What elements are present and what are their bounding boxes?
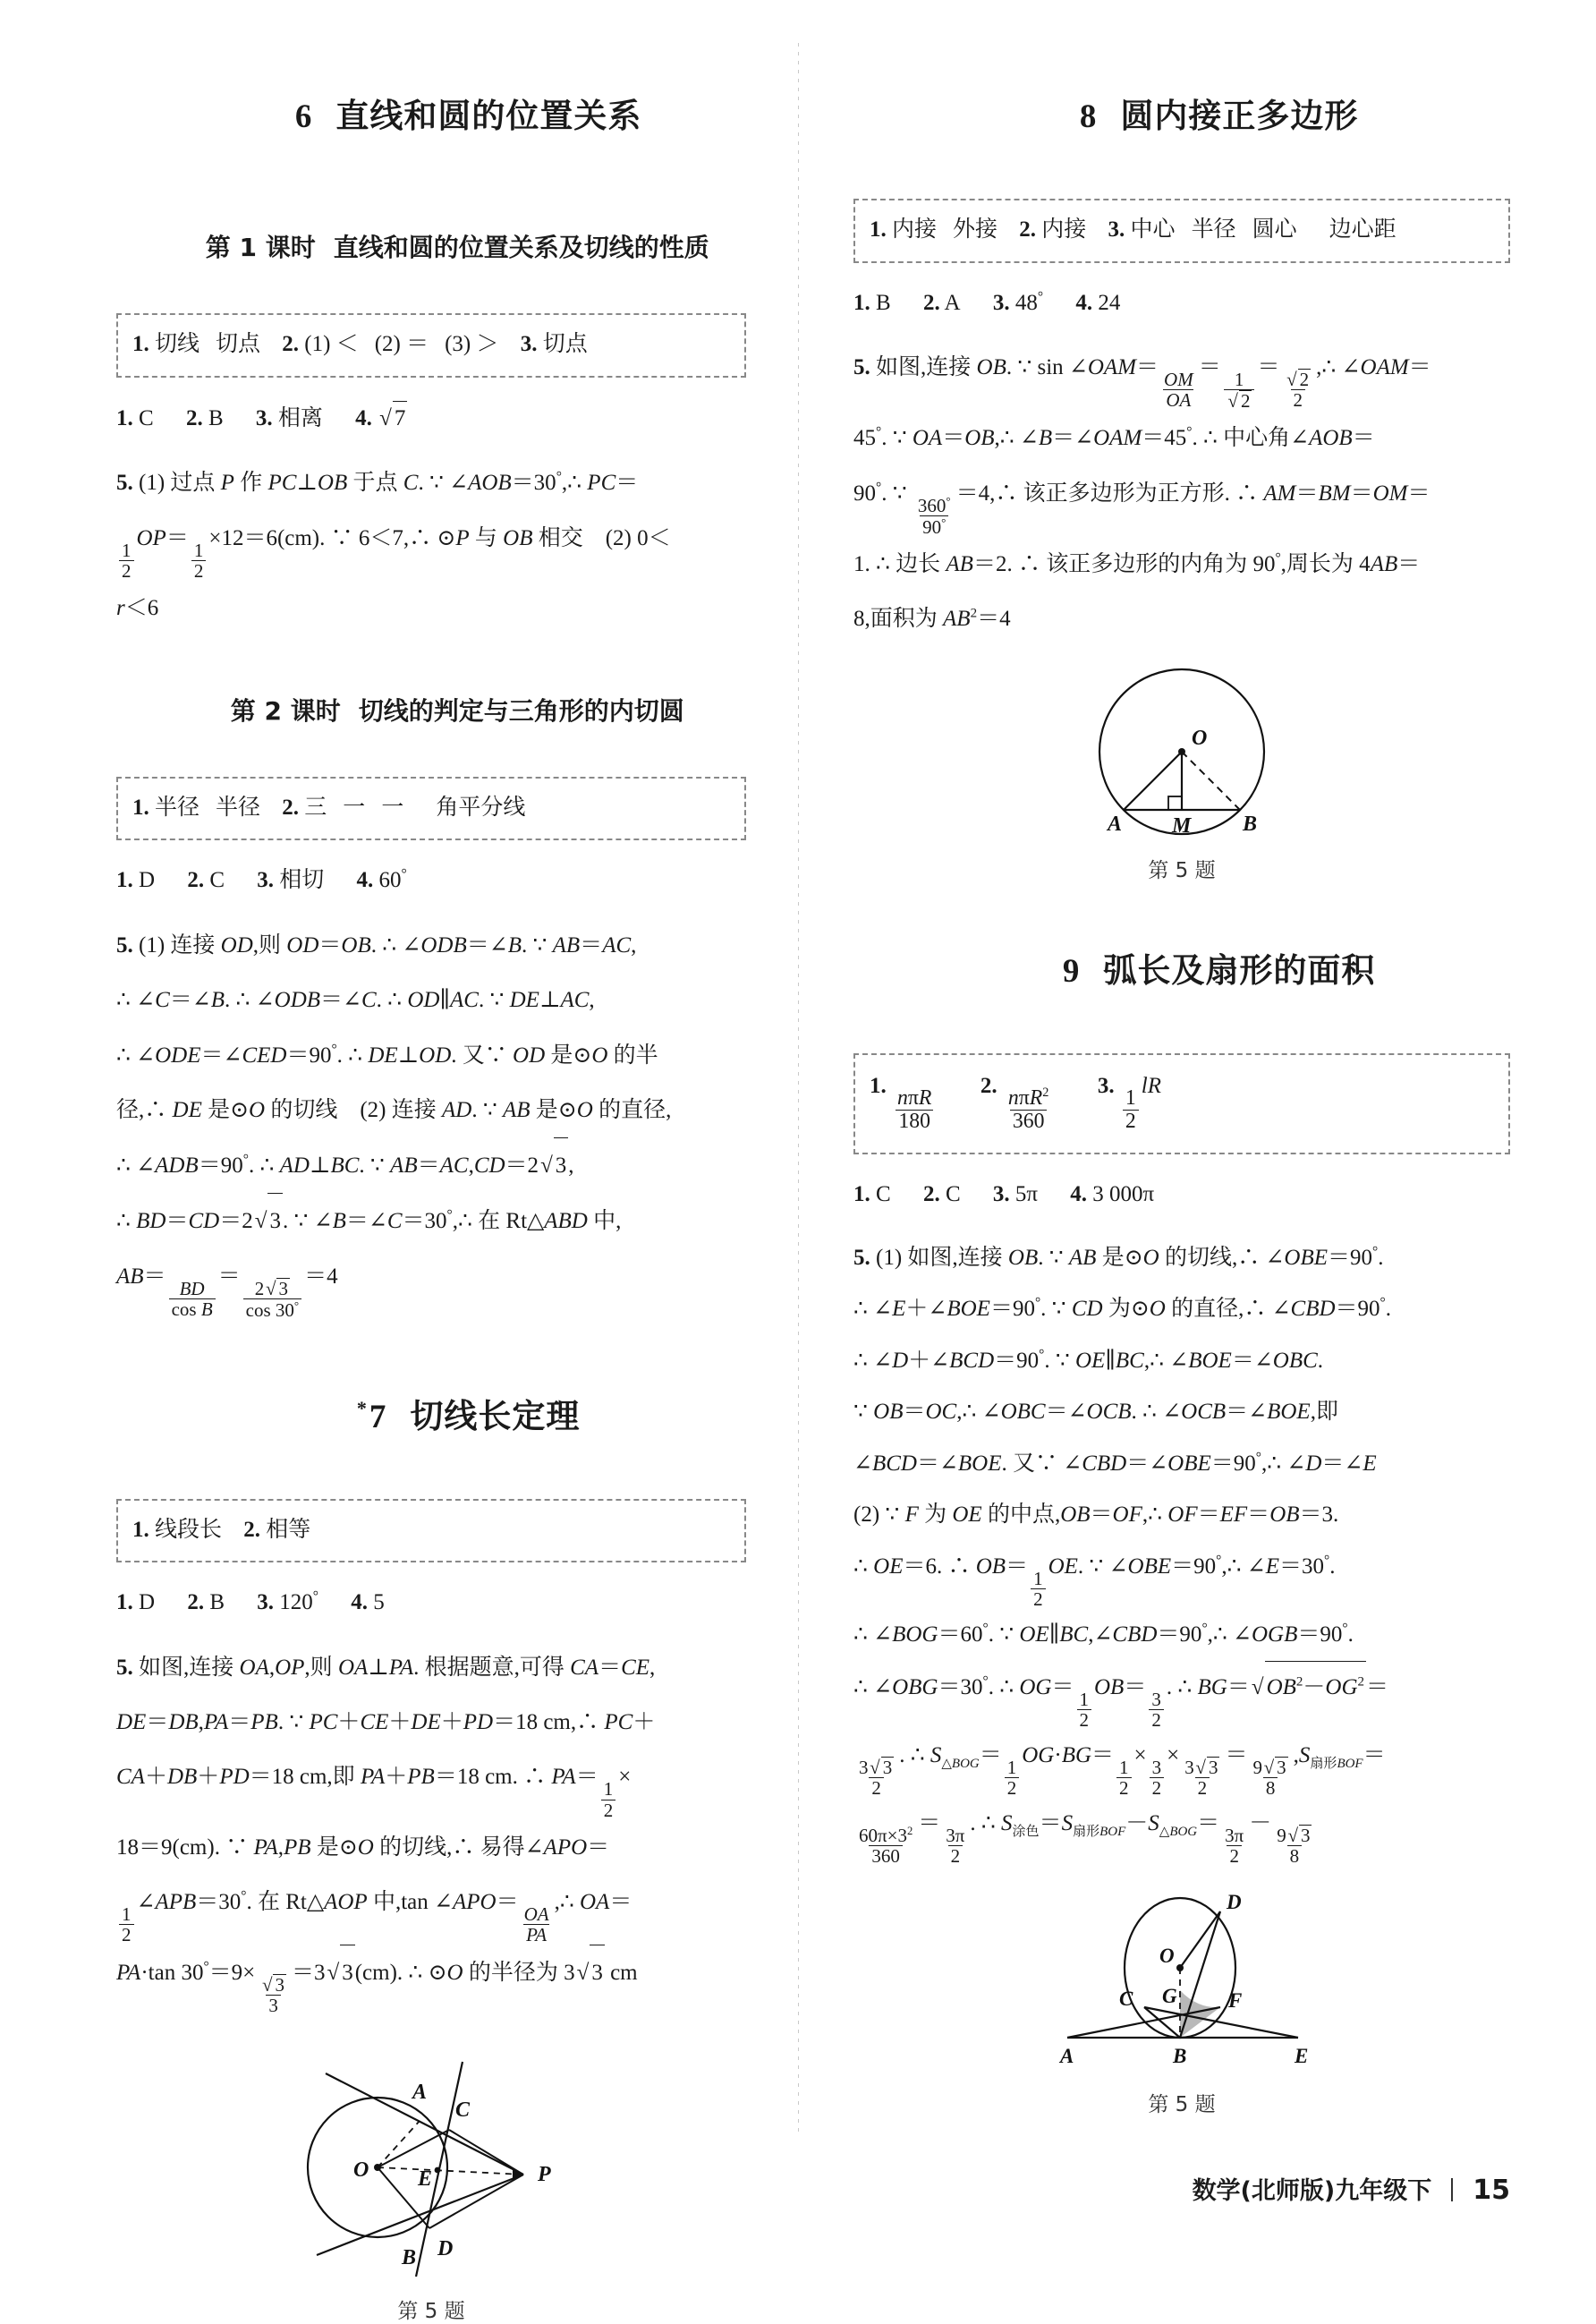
- section-7-title: 切线长定理: [410, 1396, 581, 1435]
- section-6-heading: [116, 50, 746, 175]
- section-8-choice-answers: 1. B 2. A 3. 48° 4. 24: [853, 289, 1121, 315]
- section-8-figure: [853, 655, 1510, 883]
- section-9-title: 弧长及扇形的面积: [1103, 951, 1376, 991]
- svg-text:O: O: [1192, 727, 1208, 751]
- section-8-figure-caption: 第 5 题: [1148, 859, 1216, 883]
- section-8-solution: 5. 如图,连接 OB. ∵ sin ∠OAM＝ $\frac{OM}{OA}$ ＝ $\frac{1}{√ 2}$ ＝ $\frac{√ 2}{2}$ ,∴ ∠OAM＝ 45°. ∵ OA＝OB,∴ ∠B＝∠OAM＝45°. ∴ 中心角∠AOB＝ 90°. ∵ $\frac{360^\circ}{90^\circ}$ ＝4,∴ 该正多边形为正方形. ∴ AM＝BM＝OM＝ 1. ∴ 边长 AB＝2. ∴ 该正多边形的内角为 90°,周长为 4AB＝ 8,面积为 $AB^2=4$: [853, 355, 1431, 631]
- svg-text:G: G: [1162, 1984, 1177, 2007]
- svg-text:C: C: [455, 2098, 471, 2123]
- section-6-title: 直线和圆的位置关系: [335, 97, 642, 135]
- svg-text:C: C: [1119, 1987, 1133, 2010]
- section-8-title: 圆内接正多边形: [1120, 97, 1359, 135]
- lesson-2-fill-answers: 1. 半径 半径 2. 三 一 一 角平分线: [116, 777, 746, 841]
- svg-text:A: A: [1060, 2044, 1074, 2067]
- svg-text:B: B: [1243, 813, 1258, 837]
- svg-text:D: D: [437, 2237, 454, 2261]
- lesson-2-choice-answers: 1. D 2. C 3. 相切 4. 60°: [116, 867, 407, 893]
- section-9-figure-caption: 第 5 题: [1148, 2092, 1216, 2116]
- section-7-star: *: [356, 1397, 368, 1420]
- lesson-1-lead: 第 1 课时: [205, 233, 316, 262]
- lesson-1-fill-answers: 1. 切线 切点 2. (1) ＜ (2) ＝ (3) ＞ 3. 切点: [116, 313, 746, 378]
- footer-book-title: 数学(北师版)九年级下: [1192, 2177, 1432, 2205]
- section-7-fill-answers: 1. 线段长 2. 相等: [116, 1499, 746, 1563]
- section-7-figure: [116, 2024, 746, 2324]
- section-7-number: *7: [356, 1397, 387, 1435]
- section-9-fill-answers: 1. $\frac{\text{nπR}}{180}$ 2. $\frac{n\pi R^2}{360}$ 3. $\frac{1}{2}$ lR: [853, 1053, 1510, 1154]
- sector-area-diagram: [1030, 1871, 1334, 2086]
- inscribed-polygon-diagram: [1061, 655, 1303, 852]
- svg-text:F: F: [1228, 1988, 1243, 2012]
- svg-text:D: D: [1227, 1890, 1242, 1913]
- section-9-solution: 5. (1) 如图,连接 OB. ∵ AB 是⊙O 的切线,∴ ∠OBE＝90°. ∴ ∠E＋∠BOE＝90°. ∵ CD 为⊙O 的直径,∴ ∠CBD＝90°. ∴ ∠D＋∠BCD＝90°. ∵ OE∥BC,∴ ∠BOE＝∠OBC. ∵ OB＝OC,∴ ∠OBC＝∠OCB. ∴ ∠OCB＝∠BOE,即 ∠BCD＝∠BOE. 又∵ ∠CBD＝∠OBE＝90°,∴ ∠D＝∠E (2) ∵ F 为 OE 的中点,OB＝OF,∴ OF＝EF＝OB＝3. ∴ OE＝6. ∴ OB＝ $\frac{1}{2}$ OE. ∵ ∠OBE＝90°,∴ ∠E＝30°. ∴ ∠BOG＝60°. ∵ OE∥BC,∠CBD＝90°,∴ ∠OGB＝90°. ∴ ∠OBG＝30°. ∴ OG＝ $\frac{1}{2}$ OB＝ $\frac{3}{2}$ . ∴ BG＝√ $OB^2-OG^2=$ $\frac{3√ 3}{2}$ . ∴ $S_{\triangle BOG}=$ $\frac{1}{2}$ OG·BG＝ $\frac{1}{2}$ × $\frac{3}{2}$ × $\frac{3√ 3}{2}$ ＝ $\frac{9√ 3}{8}$ $,S_{扇形BOF}=$ $\frac{60\pi\times 3^2}{360}$ ＝ $\frac{3\pi}{2}$ . ∴ $S_{涂色}=S_{扇形BOF}-S_{\triangle BOG}=$ $\frac{3\pi}{2}$ － $\frac{9√ 3}{8}$: [853, 1244, 1391, 1867]
- page-footer: [1193, 2171, 1510, 2206]
- lesson-2-lead: 第 2 课时: [230, 695, 341, 726]
- svg-text:P: P: [538, 2163, 551, 2187]
- lesson-1-heading: [116, 199, 746, 294]
- section-6-number: 6: [294, 98, 313, 135]
- section-7-figure-caption: 第 5 题: [397, 2300, 465, 2324]
- svg-text:M: M: [1172, 814, 1192, 839]
- footer-divider: [1451, 2178, 1453, 2201]
- section-9-choice-answers: 1. C 2. C 3. 5π 4. 3 000π: [853, 1182, 1155, 1207]
- svg-text:O: O: [1159, 1944, 1175, 1967]
- section-7-solution: 5. 如图,连接 OA,OP,则 OA⊥PA. 根据题意,可得 CA＝CE, DE＝DB,PA＝PB. ∵ PC＋CE＋DE＋PD＝18 cm,∴ PC＋ CA＋DB＋PD＝18 cm,即 PA＋PB＝18 cm. ∴ PA＝ $\frac{1}{2}$ × 18＝9(cm). ∵ PA,PB 是⊙O 的切线,∴ 易得∠APO＝ $\frac{1}{2}$ ∠APB＝30°. 在 Rt△AOP 中,tan ∠APO＝ $\frac{OA}{PA}$ ,∴ OA＝ PA·tan 30°＝9× $\frac{√ 3}{3}$ ＝3√ 3(cm). ∴ ⊙O 的半径为 3√ 3 cm: [116, 1655, 656, 2016]
- tangent-length-diagram: [284, 2024, 579, 2293]
- svg-text:E: E: [418, 2167, 433, 2192]
- lesson-1-solution: 5. (1) 过点 P 作 PC⊥OB 于点 C. ∵ ∠AOB＝30°,∴ PC＝ $\frac{1}{2}$ OP＝ $\frac{1}{2}$ ×12＝6(cm). ∵ 6＜7,∴ ⊙P 与 OB 相交 (2) 0＜ r＜6: [116, 469, 671, 620]
- section-9-heading: [853, 905, 1510, 1030]
- section-8-fill-answers: 1. 内接 外接 2. 内接 3. 中心 半径 圆心 边心距: [853, 199, 1510, 263]
- section-8-heading: [853, 50, 1510, 175]
- section-8-number: 8: [1079, 98, 1098, 135]
- section-7-choice-answers: 1. D 2. B 3. 120° 4. 5: [116, 1588, 385, 1615]
- section-7-heading: [116, 1350, 746, 1476]
- right-column: [798, 0, 1596, 2242]
- svg-text:A: A: [412, 2081, 428, 2105]
- svg-text:O: O: [353, 2158, 369, 2183]
- svg-text:B: B: [402, 2246, 417, 2270]
- lesson-2-solution: 5. (1) 连接 OD,则 OD＝OB. ∴ ∠ODB＝∠B. ∵ AB＝AC, ∴ ∠C＝∠B. ∴ ∠ODB＝∠C. ∴ OD∥AC. ∵ DE⊥AC, ∴ ∠ODE＝∠CED＝90°. ∴ DE⊥OD. 又∵ OD 是⊙O 的半 径,∴ DE 是⊙O 的切线 (2) 连接 AD. ∵ AB 是⊙O 的直径, ∴ ∠ADB＝90°. ∴ AD⊥BC. ∵ AB＝AC,CD＝2√ 3, ∴ BD＝CD＝2√ 3. ∵ ∠B＝∠C＝30°,∴ 在 Rt△ABD 中, AB＝ $\frac{BD}{\text{cos B}}$ ＝ $\frac{2√ 3}{\cos 30^\circ}$ ＝4: [116, 933, 672, 1321]
- page-number: 15: [1473, 2175, 1510, 2206]
- svg-text:A: A: [1108, 813, 1123, 837]
- svg-text:B: B: [1173, 2044, 1187, 2067]
- section-9-figure: [853, 1871, 1510, 2117]
- lesson-2-title: 切线的判定与三角形的内切圆: [358, 695, 684, 726]
- lesson-2-heading: [116, 662, 746, 757]
- lesson-1-title: 直线和圆的位置关系及切线的性质: [333, 233, 709, 262]
- svg-text:E: E: [1295, 2044, 1309, 2067]
- section-9-number: 9: [1062, 953, 1081, 991]
- lesson-1-choice-answers: 1. C 2. B 3. 相离 4. √ 7: [116, 401, 746, 437]
